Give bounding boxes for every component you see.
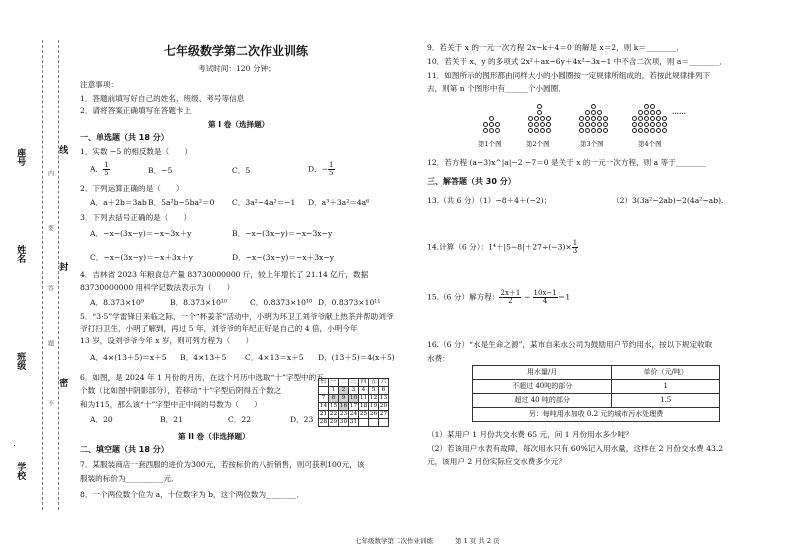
circle-dot (597, 128, 602, 133)
circle-dot (656, 116, 661, 121)
circle-dot (644, 116, 649, 121)
circle-dot (632, 122, 637, 127)
q2-option-a: A．a＋2b＝3ab (90, 198, 147, 207)
circle-dot (546, 122, 551, 127)
calendar-day-cell: 8 (329, 395, 339, 403)
calendar-day-cell: 31 (349, 419, 358, 425)
part1-title: 第 I 卷（选择题） (208, 120, 270, 129)
calendar-day-cell (369, 419, 379, 427)
circle-dot (528, 116, 533, 121)
calendar-day-cell: 6 (379, 387, 389, 395)
circle-dot (585, 122, 590, 127)
q5-line: 13 岁，设刘爷爷今年 x 岁，则可列方程为（ ） (80, 336, 254, 345)
circle-dot (489, 122, 494, 127)
circle-dot (579, 122, 584, 127)
calendar-day-cell: 20 (379, 403, 388, 409)
school-label: 学校 (15, 462, 26, 480)
page-title: 七年级数学第二次作业训练 (164, 44, 309, 58)
figure-label: 第4个图 (638, 140, 662, 148)
q6-line: 和为115，那么该“十”字型中正中间的号数为（ ） (80, 400, 262, 409)
calendar-header-cell: 二 (339, 379, 349, 387)
calendar-day-cell: 4 (359, 387, 369, 395)
calendar-day-cell: 21 (319, 411, 328, 417)
q5-option-b: B．4×13＋5 (180, 353, 227, 362)
inner-mark: 不 (46, 400, 54, 406)
calendar-day-cell: 17 (349, 403, 358, 409)
circle-dot (591, 122, 596, 127)
circle-dot (546, 128, 551, 133)
binding-dashed-line-outer (42, 40, 43, 510)
calendar-header-cell: 六 (379, 379, 389, 387)
calendar-header-cell: 日 (319, 379, 329, 387)
notes-heading: 注意事项： (80, 80, 118, 89)
circle-dot (662, 116, 667, 121)
q3-option-c: C．−x−(3x−y)＝−x＋3x＋y (90, 253, 193, 262)
circle-dot (534, 122, 539, 127)
circle-dot (537, 110, 542, 115)
q14-stem: 14.计算（6 分）：1⁴＋|5−8|＋27÷(−3)× $\frac{1}{3}$ (427, 239, 578, 255)
calendar-day-cell: 12 (369, 395, 378, 401)
calendar-day-cell: 13 (379, 395, 388, 401)
calendar-day-cell: 24 (349, 411, 358, 417)
q6-option-a: A．20 (90, 415, 113, 424)
calendar-day-cell: 19 (369, 403, 378, 409)
calendar-day-cell: 25 (359, 411, 368, 417)
circle-dot (597, 122, 602, 127)
circle-dot (638, 128, 643, 133)
circle-dot (638, 122, 643, 127)
q15-stem: 15.（6 分）解方程： $\frac{2x+1}{2}$ − $\frac{10x-1}{4}$ ＝1 (427, 289, 571, 305)
calendar-header-cell: 三 (349, 379, 359, 387)
circle-dot (585, 116, 590, 121)
circle-dot (546, 116, 551, 121)
q3-stem: 3．下列去括号正确的是（ ） (80, 213, 192, 222)
inner-mark: 题 (46, 340, 54, 346)
q3-option-b: B．−x−(3x−y)＝−x−3x−y (232, 229, 333, 238)
q6-option-d: D．23 (290, 415, 314, 424)
circle-dot (537, 104, 542, 109)
calendar-day-cell: 27 (379, 411, 388, 417)
inner-mark: 要 (46, 225, 54, 231)
calendar-day-cell: 1 (329, 387, 339, 395)
calendar-day-cell: 16 (339, 403, 348, 409)
note-item: 2．请将答案正确填写在答题卡上 (80, 106, 192, 115)
table-cell: 不超过 40吨的部分 (473, 380, 612, 394)
q16-line: 水费： (427, 354, 450, 363)
q9-stem: 9．若关于 x 的一元一次方程 2x−k＋4＝0 的解是 x＝2，则 k＝________． (427, 43, 684, 52)
circle-dot (528, 122, 533, 127)
circle-dot (656, 128, 661, 133)
figure-label: 第2个图 (526, 140, 550, 148)
circle-dot (650, 104, 655, 109)
q1-option-c: C．5 (232, 166, 251, 175)
q10-stem: 10．若关于 x、y 的多项式 2x²＋ax−6y＋4x²−3x−1 中不含二次项，则 a＝________． (427, 57, 727, 66)
q7-line: 服装的标价为__________元． (80, 474, 179, 483)
table-note: 另：每吨用水加收 0.2 元的城市污水处理费 (473, 408, 720, 422)
circle-dot (483, 122, 488, 127)
circle-dot (579, 128, 584, 133)
q4-line: 83730000000 用科学记数法表示为（ ） (80, 283, 235, 292)
circle-dot (638, 110, 643, 115)
calendar-day-cell: 22 (329, 411, 338, 417)
q1-option-a: A． $\frac{1}{5}$ (90, 161, 109, 177)
note-item: 1．答题前填写好自己的姓名、班级、考号等信息 (80, 94, 245, 103)
q4-line: 4．吉林省 2023 年粮食总产量 83730000000 斤，较上年增长了 21.14 亿斤，数据 (80, 270, 369, 279)
section-answer: 三、解答题（共 30 分） (427, 177, 516, 186)
circle-dot (534, 116, 539, 121)
q11-line: 11．如图所示的图形都由同样大小的小圆圈按一定规律所组成的，若按此规律排列下 (427, 71, 711, 80)
calendar-day-cell: 26 (369, 411, 378, 417)
circle-dot (644, 110, 649, 115)
table-cell: 1.5 (612, 394, 720, 408)
circle-dot (579, 116, 584, 121)
calendar-day-cell (359, 419, 369, 427)
q1-stem: 1．实数 −5 的相反数是（ ） (80, 147, 192, 156)
calendar-day-cell: 7 (319, 395, 329, 403)
calendar-day-cell (379, 419, 389, 427)
part2-title: 第 II 卷（非选择题） (178, 432, 250, 441)
calendar-day-cell: 18 (359, 403, 368, 409)
circle-dot (534, 128, 539, 133)
circle-dot (597, 116, 602, 121)
seal-mark-mi: 密 (57, 378, 68, 387)
calendar-day-cell: 29 (329, 419, 338, 425)
circle-dot (632, 116, 637, 121)
q5-line: 爷打扫卫生，小明了解到，再过 5 年，刘爷爷的年纪正好是自己的 4 倍，小明今年 (80, 324, 358, 333)
exam-time: 考试时间：120 分钟； (198, 64, 276, 73)
circle-dot (540, 116, 545, 121)
circle-dot (489, 128, 494, 133)
table-cell: 1 (612, 380, 720, 394)
water-price-table (472, 365, 720, 422)
q2-option-d: D．a³＋3a²＝4a⁶ (308, 198, 370, 207)
calendar-day-cell: 15 (329, 403, 338, 409)
circle-dot (656, 122, 661, 127)
circle-dot (656, 110, 661, 115)
calendar-header-cell: 五 (369, 379, 379, 387)
circle-dot (632, 128, 637, 133)
q3-option-a: A．−x−(3x−y)＝−x−3x＋y (90, 229, 192, 238)
q16-sub: （2）若该用户水表有故障，每次用水只有 60%记入用水量，这样在 2 月份交水费 43.2 (427, 444, 724, 453)
q5-option-d: D．(13＋5)＝4(x＋5) (318, 353, 395, 362)
circle-dot (591, 110, 596, 115)
circle-dot (662, 122, 667, 127)
q6-option-c: C．22 (228, 415, 252, 424)
q6-option-b: B．21 (160, 415, 183, 424)
binding-dashed-line (58, 40, 59, 510)
circle-dot (591, 116, 596, 121)
q11-line: 去，则第 n 个图形中有______个小圆圈． (427, 84, 566, 93)
q2-stem: 2．下列运算正确的是（ ） (80, 184, 184, 193)
q13-part1: 13.（共 6 分）（1）−8＋4＋(−2)； (427, 196, 552, 205)
circle-dot (591, 128, 596, 133)
figure-label: 第3个图 (580, 140, 604, 148)
circle-dot (540, 122, 545, 127)
circle-dot (662, 128, 667, 133)
section-fill-blank: 二、填空题（共 18 分） (80, 445, 169, 454)
q6-line: 个数（比如图中阴影部分），若移动“十”字型后阴得五个数之 (80, 386, 282, 395)
circle-dot (650, 116, 655, 121)
q5-option-c: C．4×13＝x＋5 (245, 353, 304, 362)
section-single-choice: 一、单选题（共 18 分） (80, 133, 169, 142)
calendar-day-cell: 5 (369, 387, 379, 395)
seal-mark-feng: 封 (57, 262, 68, 271)
q16-sub: 元，该用户 2 月份实际应交水费多少元？ (427, 457, 566, 466)
q4-option-d: D．0.8373×10¹¹ (318, 298, 381, 307)
circle-dot (638, 116, 643, 121)
seal-mark-xian: 线 (57, 145, 68, 154)
circle-dot (495, 128, 500, 133)
calendar-header-cell: 四 (359, 379, 369, 387)
footer-page: 第 1 页 共 2 页 (455, 537, 500, 545)
class-label: 班级 (15, 352, 26, 370)
table-cell: 超过 40 吨的部分 (473, 394, 612, 408)
q5-option-a: A．4×(13＋5)＝x＋5 (90, 353, 167, 362)
calendar-day-cell: 10 (349, 395, 358, 401)
figure-label: 第1个图 (478, 140, 502, 148)
q1-option-d: D．− $\frac{1}{5}$ (308, 161, 334, 177)
q12-stem: 12．若方程 (a−3)x^|a|−2 −7＝0 是关于 x 的一元一次方程，则 a 等于________ (427, 158, 707, 167)
calendar-day-cell: 28 (319, 419, 328, 425)
circle-dot (528, 128, 533, 133)
calendar-day-cell: 23 (339, 411, 348, 417)
q16-sub: （1）某用户 1 月份共交水费 65 元，问 1 月份用水多少吨？ (427, 430, 633, 439)
calendar-day-cell: 2 (339, 387, 349, 395)
q8-stem: 8．一个两位数个位为 a，十位数字为 b，这个两位数为________． (80, 490, 305, 499)
q4-option-b: B．8.373×10¹⁰ (170, 298, 228, 307)
table-header: 用水量/月 (473, 366, 612, 380)
circle-dot (644, 122, 649, 127)
circle-dot (540, 128, 545, 133)
circle-dot (644, 128, 649, 133)
q2-option-b: B．5a²b−5ba²＝0 (148, 198, 215, 207)
table-header: 单价（元/吨） (612, 366, 720, 380)
circle-dot (597, 110, 602, 115)
calendar-table (318, 378, 389, 427)
circle-dot (483, 128, 488, 133)
calendar-day-cell (319, 387, 329, 395)
q1-option-b: B．−5 (148, 166, 173, 175)
circle-dot (650, 122, 655, 127)
circle-dot (650, 110, 655, 115)
calendar-day-cell: 30 (339, 419, 348, 425)
calendar-header-cell: 一 (329, 379, 339, 387)
circle-dot (650, 128, 655, 133)
name-label: 姓名 (15, 245, 26, 263)
q2-option-c: C．3a²−4a²＝−1 (232, 198, 296, 207)
circle-dot (603, 128, 608, 133)
q3-option-d: D．−x−(3x−y)＝−x＋3x−y (232, 253, 334, 262)
inner-mark: 答 (46, 285, 54, 291)
inner-mark: 内 (46, 170, 54, 176)
circle-dot (603, 122, 608, 127)
q4-option-c: C．0.8373×10¹⁰ (250, 298, 313, 307)
calendar-day-cell: 9 (339, 395, 349, 403)
q6-line: 6．如图，是 2024 年 1 月份的月历，在这个月历中选取“十”字型中的五 (80, 373, 324, 382)
q16-line: 16.（6 分）“水是生命之源”，某市自来水公司为鼓励用户节约用水，按以下规定收取 (427, 340, 713, 349)
circle-dot (603, 116, 608, 121)
calendar-day-cell: 14 (319, 403, 328, 409)
q5-line: 5．“3·5”学雷锋日来临之际，一个“杯姜茶”活动中，小明为环卫工刘爷爷献上热茶并帮助刘爷 (80, 312, 394, 321)
circle-dot (585, 128, 590, 133)
q7-line: 7．某服装商店一套西服的进价为300元，若按标价的八折销售，则可获利100元，该 (80, 460, 365, 469)
calendar-day-cell: 3 (349, 387, 359, 395)
circle-dot (591, 104, 596, 109)
footer-title: 七年级数学第二次作业训练 (355, 537, 433, 545)
calendar-day-cell: 11 (359, 395, 368, 401)
figure-ellipsis: …… (672, 107, 686, 116)
circle-dot (585, 110, 590, 115)
seat-label: 座号 (15, 148, 26, 166)
q4-option-a: A．8.373×10⁹ (90, 298, 144, 307)
circle-dot (644, 104, 649, 109)
circle-dot (489, 116, 494, 121)
circle-dot (495, 122, 500, 127)
q13-part2: （2）3(3a²−2ab)−2(4a²−ab). (612, 196, 724, 205)
